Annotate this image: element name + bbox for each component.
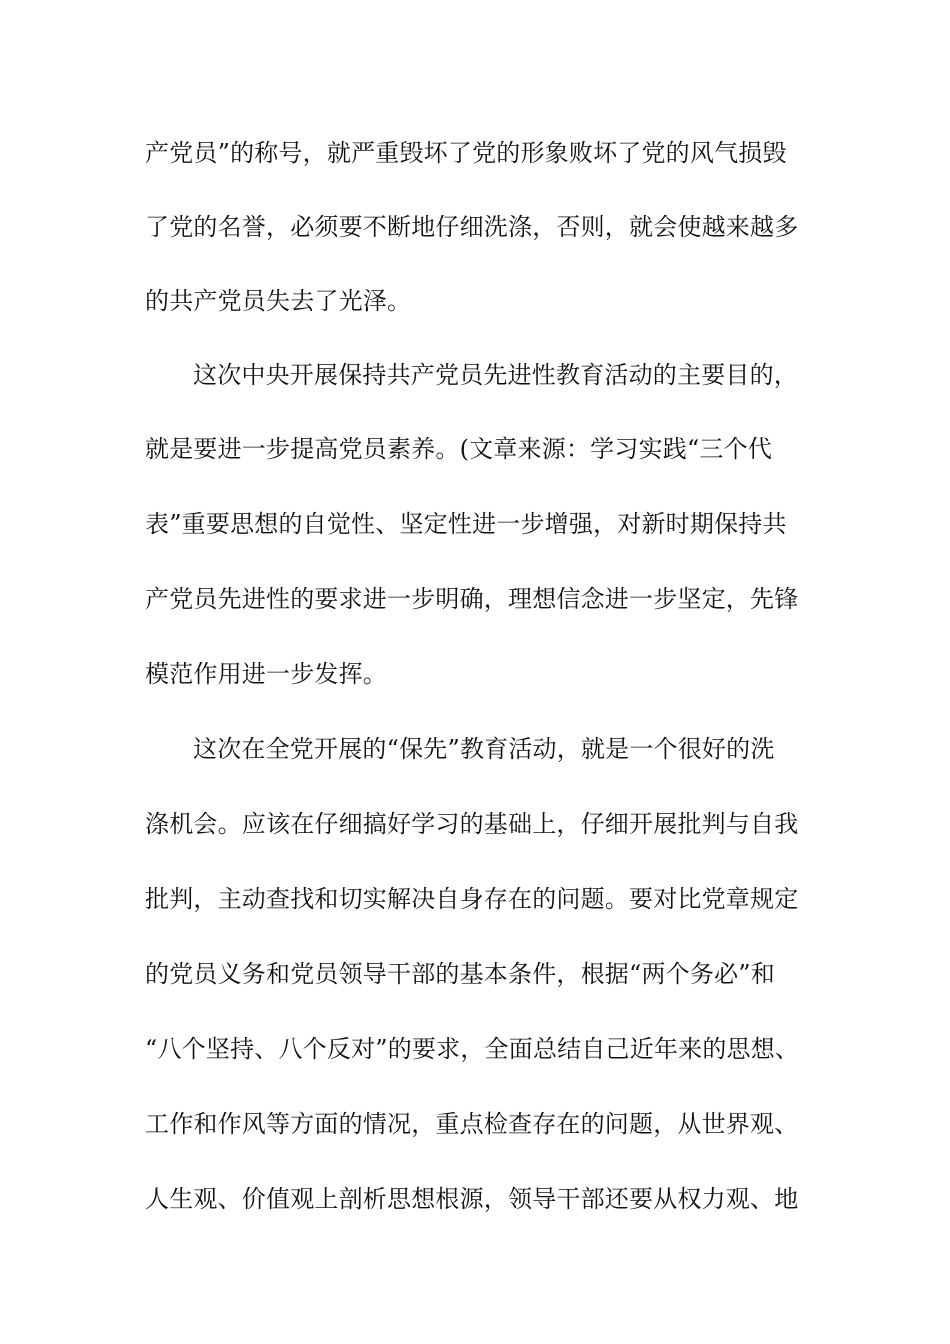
- text-line: 模范作用进一步发挥。: [145, 660, 387, 688]
- text-line: 批判，主动查找和切实解决自身存在的问题。要对比党章规定: [145, 885, 799, 913]
- text-line: 工作和作风等方面的情况，重点检查存在的问题，从世界观、: [145, 1110, 799, 1138]
- text-line: 了党的名誉，必须要不断地仔细洗涤，否则，就会使越来越多: [145, 213, 799, 241]
- text-line: 人生观、价值观上剖析思想根源，领导干部还要从权力观、地: [145, 1185, 799, 1213]
- text-line: 的共产党员失去了光泽。: [145, 287, 412, 315]
- text-line: 涤机会。应该在仔细搞好学习的基础上，仔细开展批判与自我: [145, 810, 799, 838]
- text-line: 表”重要思想的自觉性、坚定性进一步增强，对新时期保持共: [145, 510, 787, 538]
- text-line: 产党员先进性的要求进一步明确，理想信念进一步坚定，先锋: [145, 585, 799, 613]
- paragraph-first-line: 这次中央开展保持共产党员先进性教育活动的主要目的，: [193, 361, 798, 389]
- text-line: “八个坚持、八个反对”的要求，全面总结自己近年来的思想、: [145, 1035, 800, 1063]
- text-line: 产党员”的称号，就严重毁坏了党的形象败坏了党的风气损毁: [145, 139, 787, 167]
- text-line: 就是要进一步提高党员素养。(文章来源：学习实践“三个代: [145, 435, 773, 463]
- paragraph-first-line: 这次在全党开展的“保先”教育活动，就是一个很好的洗: [193, 735, 775, 763]
- text-line: 的党员义务和党员领导干部的基本条件，根据“两个务必”和: [145, 960, 775, 988]
